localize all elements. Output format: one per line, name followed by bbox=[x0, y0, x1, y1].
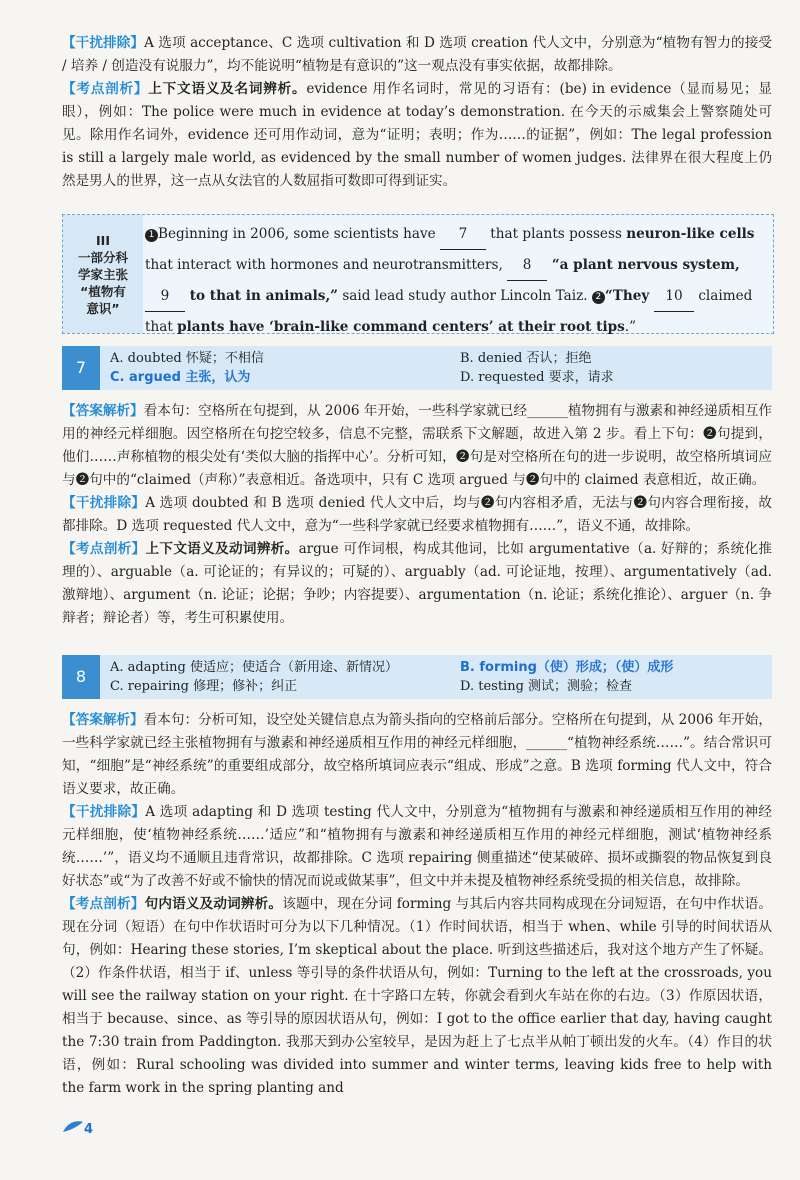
page-number: 4 bbox=[84, 1122, 94, 1137]
distractor-text: A 选项 acceptance、C 选项 cultivation 和 D 选项 creation 代人文中，分别意为“植物有智力的接受 / 培养 / 创造没有说服力”，均不能说明“植物是有意识的”这一观点没有事实依据，故都排除。 bbox=[62, 35, 772, 74]
answer-text: 看本句：空格所在句提到，从 2006 年开始，一些科学家就已经______植物拥有与激素和神经递质相互作用的神经元样细胞。因空格所在句挖空较多，信息不完整，需联系下文解题，故进入第 2 步。看上下句：❷句提到，他们……声称植物的根尖处有‘类似大脑的指挥中心’。分析可知，❷句是对空格所在句的进一步说明，故空格所填词应与❷句中的“claimed（声称）”表意相近。备选项中，只有 C 选项 argued 与❷句中的 claimed 表意相近，故正确。 bbox=[62, 403, 773, 488]
section-roman: III bbox=[96, 232, 110, 248]
paragraph-distractor-8 bbox=[62, 801, 772, 893]
paragraph-analysis-7 bbox=[62, 538, 772, 630]
tag-analysis: 【考点剖析】 bbox=[62, 81, 149, 97]
analysis-heading: 句内语义及动词辨析。 bbox=[144, 896, 283, 912]
analysis-heading: 上下文语义及名词辨析。 bbox=[148, 81, 307, 97]
paragraph-answer-7 bbox=[62, 400, 772, 492]
passage-fragment: .” bbox=[624, 319, 637, 335]
question-number: 8 bbox=[75, 667, 87, 686]
passage-fragment: that plants possess bbox=[485, 226, 627, 242]
passage-text bbox=[145, 219, 767, 342]
paragraph-analysis-8 bbox=[62, 893, 772, 1100]
option-c-correct: C. argued 主张，认为 bbox=[110, 370, 251, 385]
answer-text: 看本句：分析可知，设空处关键信息点为箭头指向的空格前后部分。空格所在句提到，从 2006 年开始，一些科学家就已经主张植物拥有与激素和神经递质相互作用的神经元样细胞，______“植物神经系统……”。结合常识可知，“细胞”是“神经系统”的重要组成部分，故空格所填词应表示“组成、形成”之意。B 选项 forming 代人文中，符合语义要求，故正确。 bbox=[62, 712, 773, 797]
analysis-text: argue 可作词根，构成其他词，比如 argumentative（a. 好辩的；系统化推理的）、arguable（a. 可论证的；有异议的；可疑的）、arguably（ad. 可论证地，按理）、argumentatively（ad. 激辩地）、argument（n. 论证；论据；争吵；内容提要）、argumentation（n. 论证；系统化推论）、arguer（n. 争辩者；辩论者）等，考生可积累使用。 bbox=[62, 541, 773, 626]
paragraph-analysis-1 bbox=[62, 78, 772, 193]
blank-7: 7 bbox=[440, 219, 486, 250]
paragraph-distractor-7 bbox=[62, 492, 772, 538]
section-label-line: 学家主张 bbox=[77, 266, 128, 282]
option-a: A. doubted 怀疑；不相信 bbox=[110, 351, 264, 366]
distractor-text: A 选项 doubted 和 B 选项 denied 代人文中后，均与❷句内容相矛盾，无法与❷句内容合理衔接，故都排除。D 选项 requested 代人文中，意为“一些科学家就已经要求植物拥有……”，语义不通，故排除。 bbox=[62, 495, 772, 534]
option-d: D. testing 测试；测验；检查 bbox=[460, 679, 633, 694]
block-1 bbox=[62, 32, 772, 193]
tag-analysis: 【考点剖析】 bbox=[62, 896, 145, 912]
tag-distractor: 【干扰排除】 bbox=[62, 804, 146, 820]
passage-keyword: to that in animals,” bbox=[185, 288, 338, 304]
blank-8: 8 bbox=[507, 250, 547, 281]
section-label-line: 一部分科 bbox=[77, 249, 128, 265]
paragraph-distractor-1 bbox=[62, 32, 772, 78]
question-7-options bbox=[62, 346, 772, 390]
passage-fragment: claimed that bbox=[145, 288, 753, 335]
tag-answer: 【答案解析】 bbox=[62, 403, 144, 419]
passage-fragment: Beginning in 2006, some scientists have bbox=[158, 226, 440, 242]
passage-fragment: said lead study author Lincoln Taiz. bbox=[338, 288, 592, 304]
page-leaf-icon bbox=[62, 1120, 84, 1134]
passage-fragment: that interact with hormones and neurotransmitters, bbox=[145, 257, 508, 273]
tag-analysis: 【考点剖析】 bbox=[62, 541, 146, 557]
passage-keyword: “They bbox=[604, 288, 654, 304]
analysis-text: 该题中，现在分词 forming 与其后内容共同构成现在分词短语，在句中作状语。现在分词（短语）在句中作状语时可分为以下几种情况。（1）作时间状语，相当于 when、while 引导的时间状语从句，例如：Hearing these stories, I’m skeptical about the place. 听到这些描述后，我对这个地方产生了怀疑。（2）作条件状语，相当于 if、unless 等引导的条件状语从句，例如：Turning to the left at the crossroads, you will see the railway station on your right. 在十字路口左转，你就会看到火车站在你的右边。（3）作原因状语，相当于 because、since、as 等引导的原因状语从句，例如：I got to the office earlier that day, having caught the 7:30 train from Paddington. 我那天到办公室较早，是因为赶上了七点半从帕丁顿出发的火车。（4）作目的状语，例如：Rural schooling was divided into summer and winter terms, leaving kids free to help with the farm work in the spring planting and bbox=[62, 896, 773, 1096]
section-label bbox=[63, 215, 143, 333]
section-label-line: “植物有 bbox=[80, 283, 126, 299]
blank-10: 10 bbox=[654, 281, 694, 312]
section-label-line: 意识” bbox=[86, 300, 120, 316]
question-number: 7 bbox=[75, 358, 87, 377]
passage-keyword: plants have ‘brain-like command centers’ at their root tips bbox=[177, 319, 625, 335]
option-b: B. denied 否认；拒绝 bbox=[460, 351, 592, 366]
tag-answer: 【答案解析】 bbox=[62, 712, 144, 728]
option-d: D. requested 要求，请求 bbox=[460, 370, 614, 385]
question-8-options bbox=[62, 655, 772, 699]
option-c: C. repairing 修理；修补；纠正 bbox=[110, 679, 298, 694]
passage-keyword: neuron-like cells bbox=[626, 226, 755, 242]
analysis-heading: 上下文语义及动词辨析。 bbox=[145, 541, 299, 557]
passage-section-box bbox=[62, 214, 774, 334]
option-b-correct: B. forming（使）形成；（使）成形 bbox=[460, 660, 674, 675]
option-a: A. adapting 使适应；使适合（新用途、新情况） bbox=[110, 660, 399, 675]
sentence-number-1: 1 bbox=[145, 229, 158, 242]
blank-9: 9 bbox=[145, 281, 185, 312]
sentence-number-2: 2 bbox=[592, 291, 605, 304]
paragraph-answer-8 bbox=[62, 709, 772, 801]
passage-keyword: “a plant nervous system, bbox=[547, 257, 740, 273]
tag-distractor: 【干扰排除】 bbox=[62, 495, 146, 511]
block-3 bbox=[62, 709, 772, 1100]
block-2 bbox=[62, 400, 772, 630]
analysis-text: evidence 用作名词时，常见的习语有：(be) in evidence（显而易见；显眼），例如：The police were much in evidence at today’s demonstration. 在今天的示威集会上警察随处可见。除用作名词外，evidence 还可用作动词，意为“证明；表明；作为……的证据”，例如：The legal profession is still a largely male world, as evidenced by the small number of women judges. 法律界在很大程度上仍然是男人的世界，这一点从女法官的人数屈指可数即可得到证实。 bbox=[62, 81, 773, 189]
distractor-text: A 选项 adapting 和 D 选项 testing 代人文中，分别意为“植物拥有与激素和神经递质相互作用的神经元样细胞，使‘植物神经系统……’适应”和“植物拥有与激素和神经递质相互作用的神经元样细胞，测试‘植物神经系统……’”，语义均不通顺且违背常识，故都排除。C 选项 repairing 侧重描述“使某破碎、损坏或撕裂的物品恢复到良好状态”或“为了改善不好或不愉快的情况而说或做某事”，但文中并未提及植物神经系统受损的相关信息，故排除。 bbox=[62, 804, 772, 889]
tag-distractor: 【干扰排除】 bbox=[62, 35, 145, 51]
